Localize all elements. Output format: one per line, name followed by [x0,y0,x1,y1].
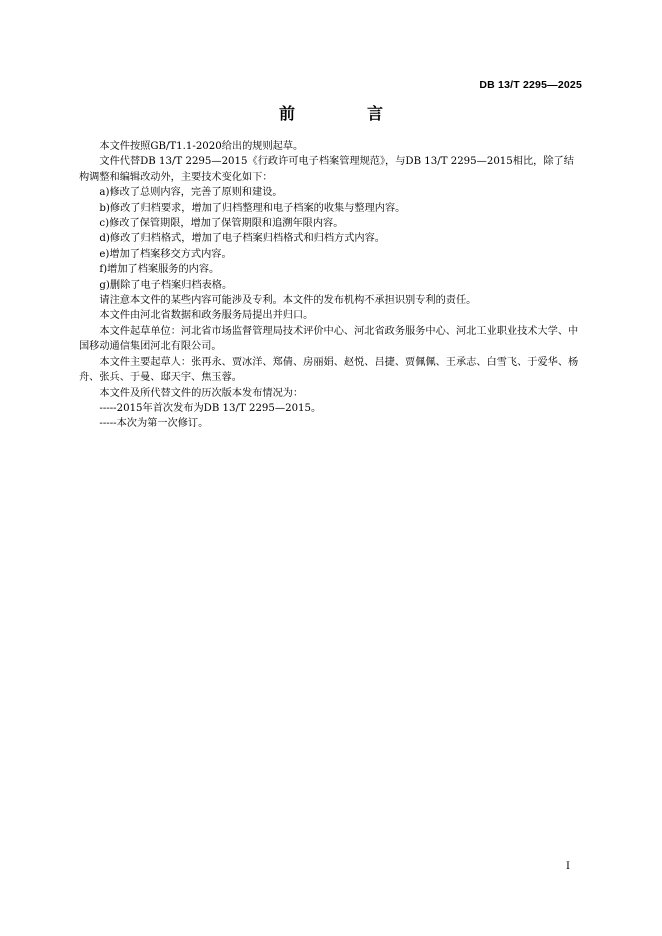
paragraph: 本文件由河北省数据和政务服务局提出并归口。 [99,310,314,322]
list-item: f)增加了档案服务的内容。 [99,264,220,276]
paragraph: 本文件按照GB/T1.1-2020给出的规则起草。 [99,141,304,152]
document-code: DB 13/T 2295—2025 [479,79,582,91]
paragraph: -----本次为第一次修订。 [99,418,209,430]
paragraph: -----2015年首次发布为DB 13/T 2295—2015。 [99,402,322,414]
list-item: b)修改了归档要求，增加了归档整理和电子档案的收集与整理内容。 [99,202,406,214]
paragraph: 本文件主要起草人：张再永、贾冰洋、郑倩、房丽娟、赵悦、吕捷、贾佩佩、王承志、白雪飞、于爱华、杨舟、张兵、于曼、邸天宇、焦玉蓉。 [79,356,579,384]
list-item: d)修改了归档格式，增加了电子档案归档格式和归档方式内容。 [99,233,385,245]
paragraph: 文件代替DB 13/T 2295—2015《行政许可电子档案管理规范》，与DB 13/T 2295—2015相比，除了结构调整和编辑改动外，主要技术变化如下： [79,156,574,183]
list-item: g)删除了电子档案归档表格。 [99,279,233,291]
paragraph: 请注意本文件的某些内容可能涉及专利。本文件的发布机构不承担识别专利的责任。 [99,295,477,307]
list-item: e)增加了档案移交方式内容。 [99,248,232,260]
foreword-body [79,139,584,432]
paragraph: 本文件起草单位：河北省市场监督管理局技术评价中心、河北省政务服务中心、河北工业职业技术大学、中国移动通信集团河北有限公司。 [79,325,579,353]
paragraph: 本文件及所代替文件的历次版本发布情况为： [99,387,304,399]
list-item: c)修改了保管期限，增加了保管期限和追溯年限内容。 [99,218,344,230]
page-number: I [566,861,570,872]
list-item: a)修改了总则内容，完善了原则和建设。 [99,187,283,199]
page-title: 前 言 [278,104,411,123]
